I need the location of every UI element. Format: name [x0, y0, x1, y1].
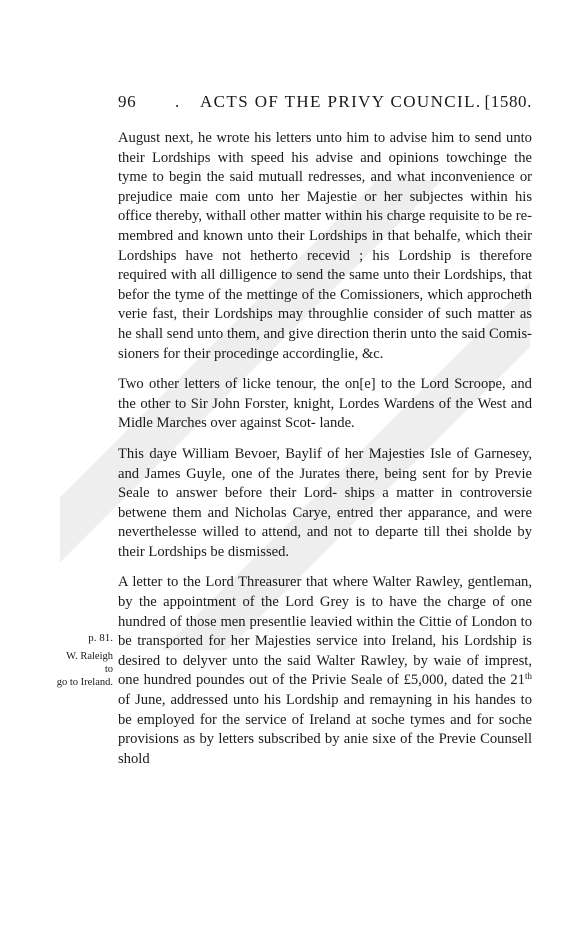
text-line: sioners for their procedinge accordinglie, &c. — [118, 345, 384, 362]
text-line: lande. — [319, 415, 355, 432]
main-text — [118, 129, 532, 769]
text-line: Carye, entred ther apparance, and were neverthelesse willed — [118, 504, 532, 541]
text-line: Scroope, and the other to Sir John Forster, knight, Lordes — [118, 376, 532, 412]
text-line: A letter to the Lord Threasurer that where Walter Rawley, — [118, 574, 463, 591]
text-line: remayning in his handes to be employed for the service — [118, 692, 532, 728]
paragraph-2 — [118, 375, 532, 434]
running-title: ACTS OF THE PRIVY COUNCIL. — [200, 92, 482, 111]
text-line: which their Lordships have not hetherto recevid ; his Lordship — [118, 227, 532, 264]
text-line: of Garnesey, and James Guyle, one of the Jurates there, — [118, 445, 532, 482]
text-line: ships a matter in controversie betwene them and Nicholas — [118, 485, 532, 521]
page-number: 96 — [118, 92, 137, 111]
text-line: gentleman, by the appointment of the Lord Grey is to have — [118, 574, 532, 611]
margin-page-reference: p. 81. — [88, 632, 113, 644]
text-line: being sent for by Previe Seale to answer before their Lord- — [118, 465, 532, 502]
paragraph-3 — [118, 445, 532, 563]
header-year: [1580. — [484, 92, 532, 111]
text-line: This daye William Bevoer, Baylif of her Majesties Isle — [118, 445, 452, 462]
date-text-rest: of June, addressed unto his Lordship and — [118, 692, 365, 709]
text-line: redresses, and what inconvenience or prejudice maie com — [118, 169, 533, 205]
text-line: Wardens of the West and Midle Marches over against Scot- — [118, 395, 532, 432]
text-line: unto their Lordships, that befor the tyme of the mettinge of — [118, 267, 532, 303]
date-text: dated the 21 — [451, 672, 525, 689]
text-line: of Ireland at soche tymes and for soche provisions as by — [118, 711, 532, 748]
margin-note-line: go to Ireland. — [56, 677, 113, 688]
text-line: one hundred poundes out of the Privie Seale of £5,000, — [118, 672, 448, 689]
text-line: to send unto their Lordships with speed his advise and — [118, 130, 532, 166]
text-line: Lordships be dismissed. — [148, 543, 290, 560]
text-line: August next, he wrote his letters unto him to advise him — [118, 130, 455, 146]
text-line: Majesties service into Ireland, his Lordship is desired to — [118, 633, 532, 669]
text-line: is therefore required with all dilligence to send the same — [118, 247, 532, 284]
text-line: within the Cittie of London to be transported for her — [118, 613, 532, 650]
paragraph-1 — [118, 129, 532, 364]
text-line: delyver unto the said Walter Rawley, by waie of imprest, — [182, 652, 532, 669]
text-line: unto her Majestie or her subjectes within his office thereby, — [118, 188, 533, 225]
text-line: Two other letters of licke tenour, the on[e] to the Lord — [118, 376, 449, 393]
text-line: opinions towchinge the tyme to begin the said mutuall — [118, 149, 532, 186]
text-line: may throughlie consider of such matter as he shall send — [118, 306, 533, 342]
text-line: unto them, and give direction therin unto the said Comis- — [197, 325, 532, 342]
text-line: the charge of one hundred of those men presentlie leavied — [118, 594, 532, 630]
ordinal-suffix: th — [524, 671, 532, 682]
text-line: withall other matter within his charge requisite to be re- — [205, 208, 533, 225]
text-line: to attend, and not to departe till thei sholde by their — [118, 524, 533, 560]
margin-note — [56, 650, 113, 689]
text-line: membred and known unto their Lordships in that behalfe, — [118, 227, 461, 244]
margin-note-line: W. Raleigh to — [66, 651, 113, 675]
text-line: the Comissioners, which approcheth verie fast, their Lordships — [118, 286, 532, 323]
text-line: letters subscribed by anie sixe of the Previe Counsell shold — [118, 731, 533, 767]
running-header — [118, 92, 532, 116]
header-separator: . — [175, 92, 180, 111]
paragraph-4 — [118, 573, 532, 769]
